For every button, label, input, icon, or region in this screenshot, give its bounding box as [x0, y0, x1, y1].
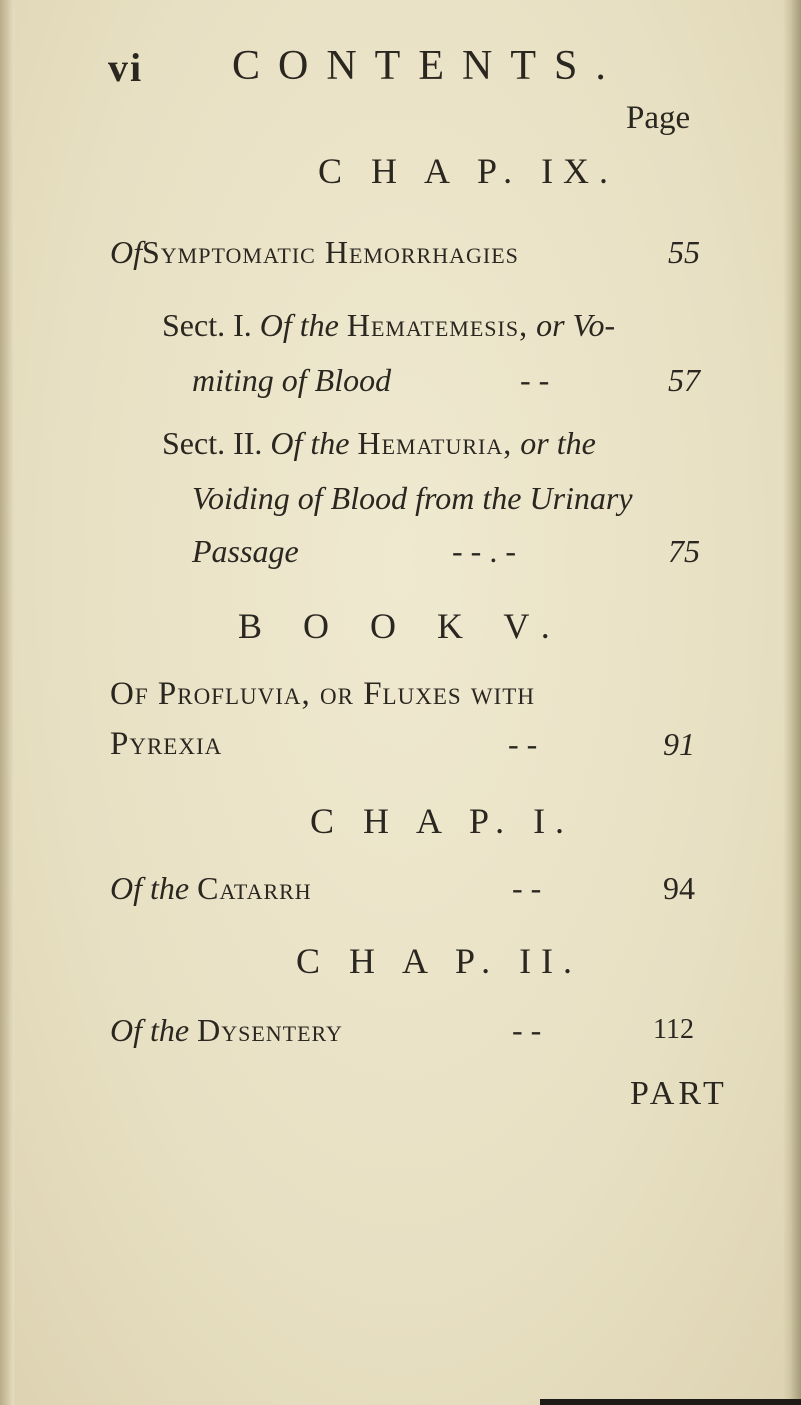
entry-continuation: Pyrexia [110, 726, 223, 762]
entry-subject: Hematemesis, [346, 307, 529, 343]
page-number: 94 [663, 870, 695, 906]
page-number: 112 [653, 1014, 694, 1045]
page-spine-shadow [0, 0, 14, 1405]
toc-entry [110, 1012, 343, 1049]
entry-prefix: Of [110, 234, 142, 270]
catchword: PART [630, 1075, 728, 1112]
section-label: Sect. II. [162, 425, 263, 461]
leader-dashes: - - . - [452, 533, 516, 569]
entry-subject: Catarrh [197, 870, 312, 906]
toc-entry: Of Profluvia, or Fluxes with [110, 676, 535, 712]
entry-of-the: Of the [259, 307, 339, 343]
entry-subject: Hematuria, [357, 425, 513, 461]
entry-rest: or Vo- [536, 307, 616, 343]
page-edge-shadow [783, 0, 801, 1405]
page-number: 55 [668, 234, 700, 270]
entry-of-the: Of the [110, 1012, 190, 1048]
entry-continuation: Voiding of Blood from the Urinary [192, 480, 633, 516]
entry-rest: or the [520, 425, 596, 461]
entry-subject: Dysentery [197, 1012, 343, 1048]
leader-dashes: - - [512, 1012, 542, 1048]
leader-dashes: - - [512, 870, 542, 906]
page-number: 91 [663, 726, 695, 762]
entry-of-the: Of the [110, 870, 190, 906]
page-bottom-edge [540, 1399, 801, 1405]
page-folio: vi [108, 45, 144, 90]
entry-continuation: miting of Blood [192, 362, 392, 398]
page-number: 57 [668, 362, 700, 398]
running-title: CONTENTS. [232, 43, 624, 89]
leader-dashes: - - [508, 726, 538, 762]
toc-entry [162, 307, 615, 344]
book-heading: B O O K V. [238, 606, 566, 646]
chapter-heading: C H A P. I. [310, 801, 575, 841]
toc-entry [162, 425, 596, 462]
entry-title: Symptomatic Hemorrhagies [142, 234, 519, 270]
chapter-heading: C H A P. IX. [318, 151, 619, 191]
chapter-heading: C H A P. II. [296, 941, 583, 981]
toc-entry [110, 234, 519, 271]
leader-dashes: - - [520, 362, 550, 398]
page-number: 75 [668, 533, 700, 569]
entry-of-the: Of the [270, 425, 350, 461]
toc-entry [110, 870, 312, 907]
section-label: Sect. I. [162, 307, 252, 343]
entry-continuation: Passage [192, 533, 299, 569]
page-column-label: Page [626, 100, 691, 136]
